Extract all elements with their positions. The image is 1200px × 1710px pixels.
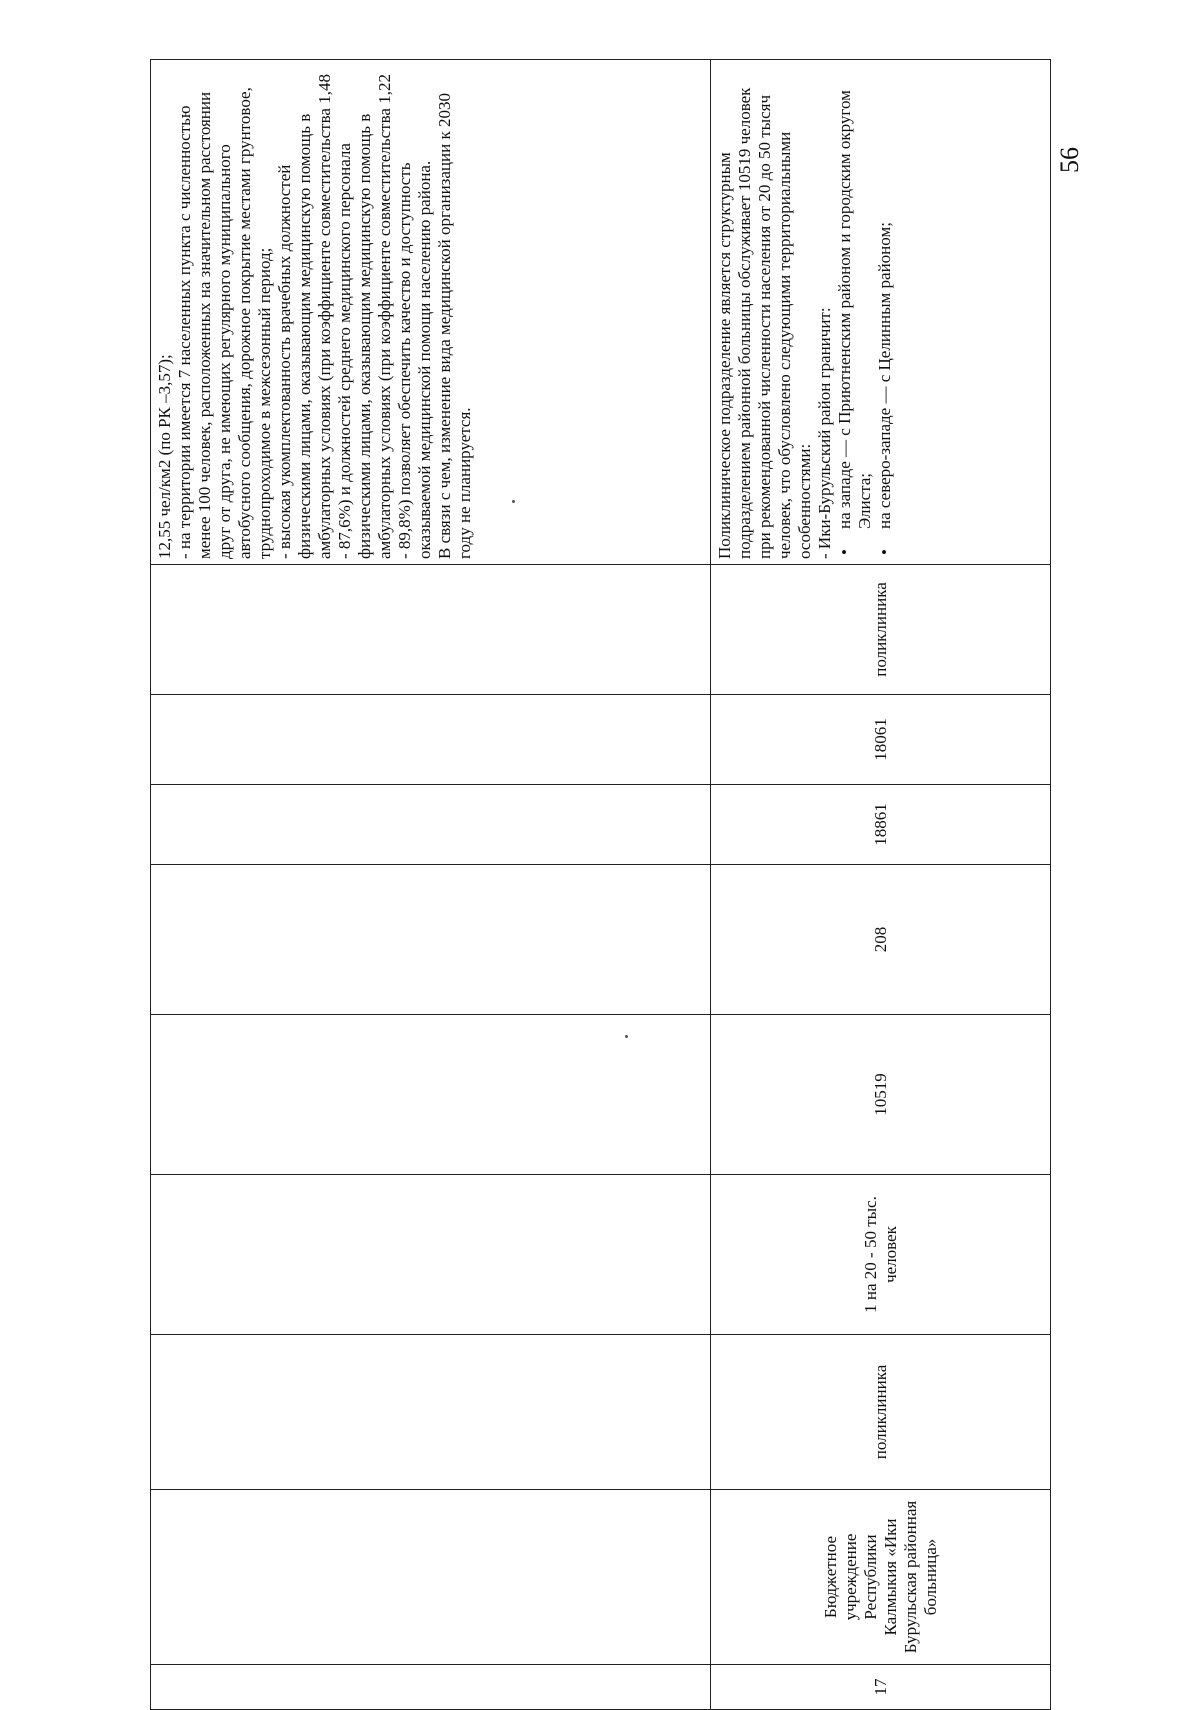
rotated-table-sheet	[150, 60, 1057, 1710]
cell-number: 17	[711, 1665, 1051, 1710]
cell-norm	[151, 1175, 711, 1335]
cell-value	[151, 695, 711, 785]
cell-type	[151, 1335, 711, 1490]
cell-justification	[151, 60, 711, 565]
justification-paragraph: - Ики-Бурульский район граничит:	[815, 307, 834, 559]
cell-type-2030: поликлиника	[711, 565, 1051, 695]
cell-value	[151, 785, 711, 865]
cell-number	[151, 1665, 711, 1710]
cell-value: 18061	[711, 695, 1051, 785]
justification-paragraph: В связи с чем, изменение вида медицинской организации к 2030 году не планируется.	[435, 93, 474, 559]
cell-value	[151, 865, 711, 1015]
justification-paragraph: - высокая укомплектованность врачебных должностей физическими лицами, оказывающим медицинскую помощь в амбулаторных условиях (при коэффициенте совместительства 1,48 - 87,6%) и должностей среднего медицинского персонала физическими лицами, оказывающим медицинскую помощь в амбулаторных условиях (при коэффициенте совместительства 1,22 - 89,8%) позволяет обеспечить качество и доступность оказываемой медицинской помощи населению района.	[275, 74, 434, 559]
cell-population	[151, 1015, 711, 1175]
table-row-continuation	[151, 60, 711, 1710]
cell-value: 208	[711, 865, 1051, 1015]
justification-bullet: • на северо-западе — с Целинным районом;	[875, 65, 895, 559]
cell-value: 18861	[711, 785, 1051, 865]
page-number: 56	[1055, 147, 1084, 173]
cell-organization	[151, 1490, 711, 1665]
cell-justification	[711, 60, 1051, 565]
cell-population: 10519	[711, 1015, 1051, 1175]
table-row-17	[711, 60, 1051, 1710]
justification-paragraph: 12,55 чел/км2 (по РК –3,57);	[155, 354, 174, 559]
cell-type: поликлиника	[711, 1335, 1051, 1490]
justification-paragraph: Поликлиническое подразделение является структурным подразделением районной больницы обслуживает 10519 человек при рекомендованной численности населения от 20 до 50 тысяч человек, что обусловлено следующими территориальными особенностями:	[715, 87, 814, 559]
cell-type-2030	[151, 565, 711, 695]
cell-norm: 1 на 20 - 50 тыс. человек	[711, 1175, 1051, 1335]
cell-organization: Бюджетное учреждение Республики Калмыкия «Ики Бурульская районная больница»	[711, 1490, 1051, 1665]
medical-organizations-table	[150, 59, 1051, 1710]
justification-paragraph: - на территории имеется 7 населенных пункта с численностью менее 100 человек, расположенных на значительном расстоянии друг от друга, не имеющих регулярного муниципального автобусного сообщения, дорожное покрытие местами грунтовое, труднопроходимое в межсезонный период;	[175, 87, 274, 559]
justification-bullet: • на западе — с Приютненским районом и городским округом Элиста;	[835, 65, 875, 559]
